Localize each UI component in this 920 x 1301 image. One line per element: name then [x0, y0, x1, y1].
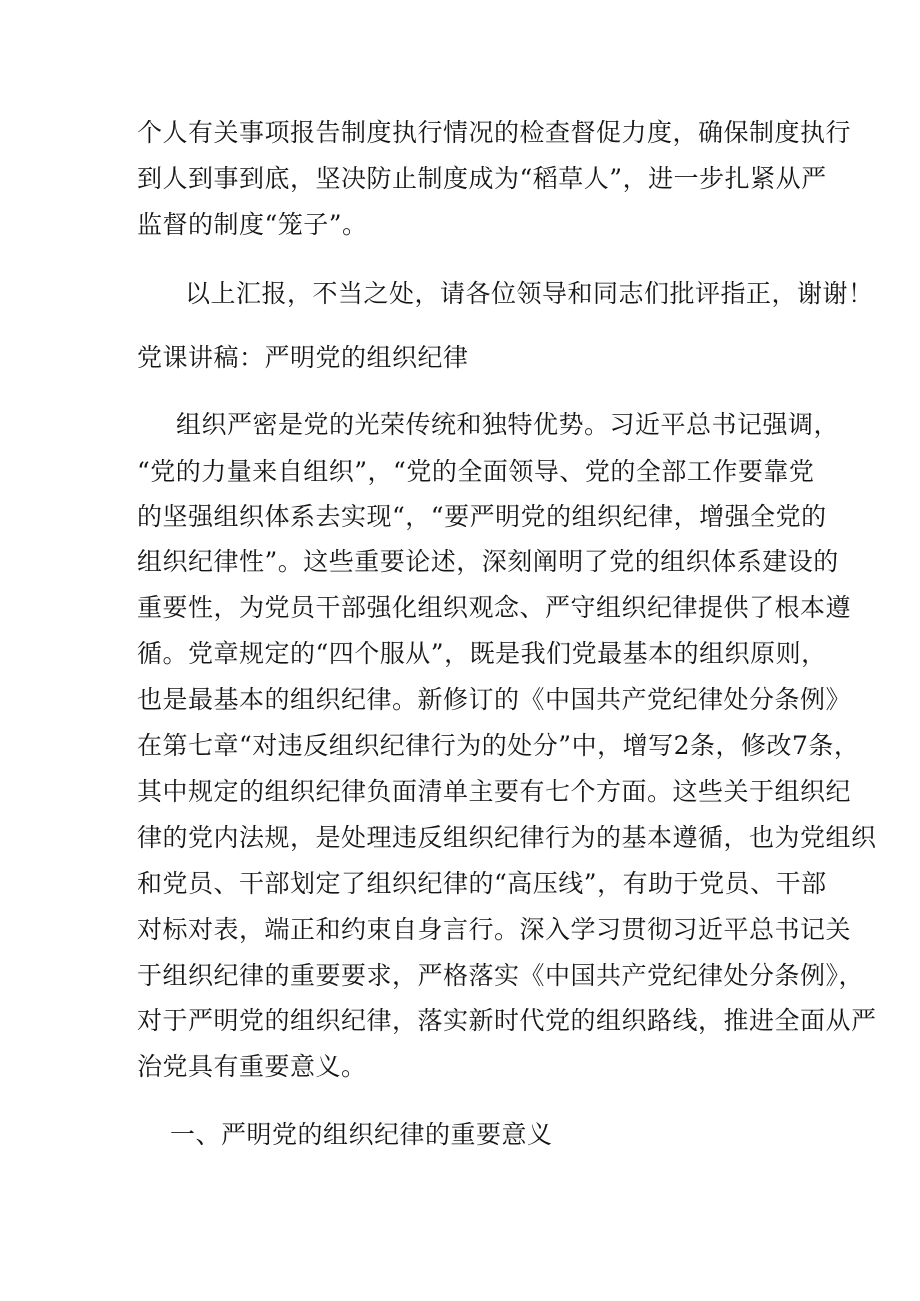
text-line: 治党具有重要意义。: [137, 1052, 367, 1081]
text-line: 监督的制度“笼子”。: [137, 210, 368, 239]
text-line: 组织纪律性”。这些重要论述，深刻阐明了党的组织体系建设的: [137, 547, 839, 576]
text-line: 对标对表，端正和约束自身言行。深入学习贯彻习近平总书记关: [137, 915, 852, 944]
closing-remark: 以上汇报，不当之处，请各位领导和同志们批评指正，谢谢！: [185, 279, 874, 308]
page-title: 党课讲稿：严明党的组织纪律: [137, 343, 469, 372]
text-line: 律的党内法规，是处理违反组织纪律行为的基本遵循，也为党组织: [137, 823, 877, 852]
text-line: 重要性，为党员干部强化组织观念、严守组织纪律提供了根本遵: [137, 593, 852, 622]
text-line: 个人有关事项报告制度执行情况的检查督促力度，确保制度执行: [137, 118, 852, 147]
text-line: 组织严密是党的光荣传统和独特优势。习近平总书记强调，: [176, 410, 840, 439]
text-line: 循。党章规定的“四个服从”，既是我们党最基本的组织原则，: [137, 639, 827, 668]
text-line: “党的力量来自组织”，“党的全面领导、党的全部工作要靠党: [137, 457, 815, 486]
text-line: 到人到事到底，坚决防止制度成为“稻草人”，进一步扎紧从严: [137, 164, 827, 193]
text-line: 于组织纪律的重要要求，严格落实《中国共产党纪律处分条例》，: [137, 961, 865, 990]
text-line: 对于严明党的组织纪律，落实新时代党的组织路线，推进全面从严: [137, 1006, 877, 1035]
text-line: 其中规定的组织纪律负面清单主要有七个方面。这些关于组织纪: [137, 777, 852, 806]
text-line: 也是最基本的组织纪律。新修订的《中国共产党纪律处分条例》: [137, 685, 852, 714]
section-heading: 一、严明党的组织纪律的重要意义: [170, 1120, 553, 1149]
text-line: 的坚强组织体系去实现“，“要严明党的组织纪律，增强全党的: [137, 502, 827, 531]
text-line: 在第七章“对违反组织纪律行为的处分”中，增写2条，修改7条，: [137, 731, 860, 760]
text-line: 和党员、干部划定了组织纪律的“高压线”，有助于党员、干部: [137, 869, 827, 898]
